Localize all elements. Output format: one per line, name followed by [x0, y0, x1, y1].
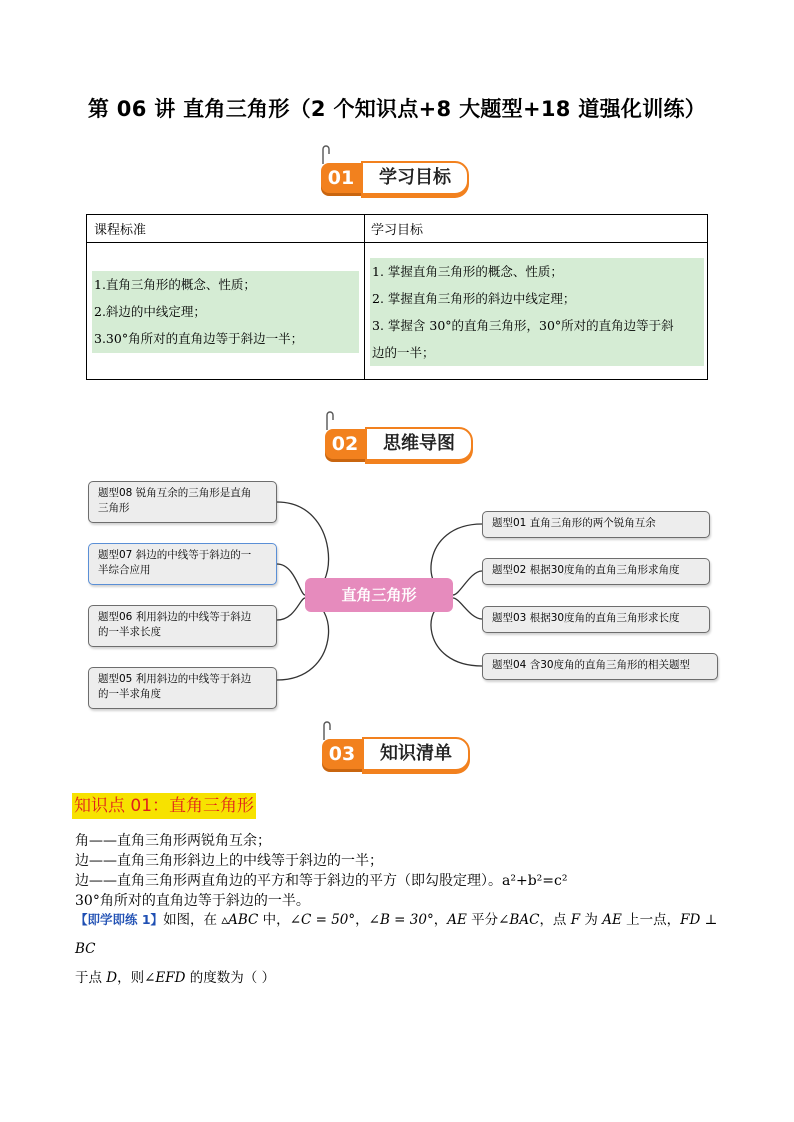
exercise-text: 中，: [258, 912, 290, 928]
knowledge-line: 角——直角三角形两锐角互余；: [75, 833, 271, 849]
math-expr: D: [106, 970, 118, 986]
exercise-text: 平分: [466, 912, 499, 928]
exercise-text: ，点: [539, 912, 571, 928]
section-badge-01: [321, 157, 473, 197]
knowledge-line: 30°角所对的直角边等于斜边的一半。: [75, 893, 310, 909]
section-label: 思维导图: [365, 427, 473, 461]
section-number: 02: [325, 429, 365, 459]
node-text: 的一半求长度: [98, 626, 161, 638]
math-expr: ∠C = 50°: [289, 912, 356, 928]
node-text: 题型07 斜边的中线等于斜边的一: [98, 549, 252, 561]
exercise-text: 于点: [75, 970, 107, 986]
section-number: 01: [321, 163, 361, 193]
exercise-text: 为: [580, 912, 603, 928]
section-badge-02: [325, 423, 477, 463]
mindmap-node-type08: [88, 481, 277, 523]
exercise-question: [75, 905, 725, 993]
standards-cell: [92, 271, 359, 353]
table-divider: [87, 242, 707, 243]
knowledge-point-heading: 知识点 01：直角三角形: [72, 793, 256, 819]
mindmap-center-node: 直角三角形: [305, 578, 453, 612]
objectives-table: [86, 214, 708, 380]
section-badge-03: [322, 733, 474, 773]
node-text: 半综合应用: [98, 564, 151, 576]
page-title: 第 06 讲 直角三角形（2 个知识点+8 大题型+18 道强化训练）: [87, 97, 707, 121]
mindmap-node-type05: [88, 667, 277, 709]
list-item: 3.30°角所对的直角边等于斜边一半；: [94, 331, 304, 346]
mindmap-node-type07: [88, 543, 277, 585]
list-item: 3. 掌握含 30°的直角三角形，30°所对的直角边等于斜: [372, 318, 674, 333]
math-expr: ▵ABC: [221, 912, 259, 928]
list-item: 2. 掌握直角三角形的斜边中线定理；: [372, 291, 576, 306]
math-expr: ∠EFD: [144, 970, 186, 986]
math-expr: ∠B = 30°: [368, 912, 434, 928]
exercise-text: ，: [433, 912, 448, 928]
section-label: 学习目标: [361, 161, 469, 195]
math-expr: FD ⊥ BC: [75, 912, 718, 957]
list-item: 边的一半；: [372, 345, 435, 360]
goals-cell: [370, 258, 704, 366]
knowledge-line: 边——直角三角形斜边上的中线等于斜边的一半；: [75, 853, 383, 869]
math-expr: F: [570, 912, 581, 928]
mindmap-node-type03: 题型03 根据30度角的直角三角形求长度: [482, 606, 710, 633]
list-item: 2.斜边的中线定理；: [94, 304, 206, 319]
exercise-tag: 【即学即练 1】: [75, 912, 164, 927]
math-expr: AE: [447, 912, 467, 928]
math-expr: ∠BAC: [498, 912, 540, 928]
math-expr: AE: [602, 912, 622, 928]
mindmap-node-type04: 题型04 含30度角的直角三角形的相关题型: [482, 653, 718, 680]
mindmap-node-type06: [88, 605, 277, 647]
paperclip-icon: [320, 409, 334, 431]
section-label: 知识清单: [362, 737, 470, 771]
node-text: 题型06 利用斜边的中线等于斜边: [98, 611, 252, 623]
paperclip-icon: [316, 143, 330, 165]
node-text: 题型08 锐角互余的三角形是直角: [98, 487, 252, 499]
list-item: 1. 掌握直角三角形的概念、性质；: [372, 264, 563, 279]
table-header-goals: 学习目标: [371, 223, 424, 238]
section-number: 03: [322, 739, 362, 769]
table-header-standard: 课程标准: [94, 223, 147, 238]
mindmap-node-type02: 题型02 根据30度角的直角三角形求角度: [482, 558, 710, 585]
exercise-text: 上一点，: [621, 912, 681, 928]
node-text: 的一半求角度: [98, 688, 161, 700]
table-divider: [364, 215, 365, 379]
exercise-text: ，: [355, 912, 369, 928]
list-item: 1.直角三角形的概念、性质；: [94, 277, 256, 292]
paperclip-icon: [317, 719, 331, 741]
exercise-text: 的度数为（ ）: [185, 970, 276, 986]
mindmap-node-type01: 题型01 直角三角形的两个锐角互余: [482, 511, 710, 538]
exercise-text: 如图，在: [163, 912, 222, 928]
exercise-text: ，则: [117, 970, 145, 986]
knowledge-line: 边——直角三角形两直角边的平方和等于斜边的平方（即勾股定理）。a²+b²=c²: [75, 873, 568, 889]
node-text: 三角形: [98, 502, 130, 514]
node-text: 题型05 利用斜边的中线等于斜边: [98, 673, 252, 685]
